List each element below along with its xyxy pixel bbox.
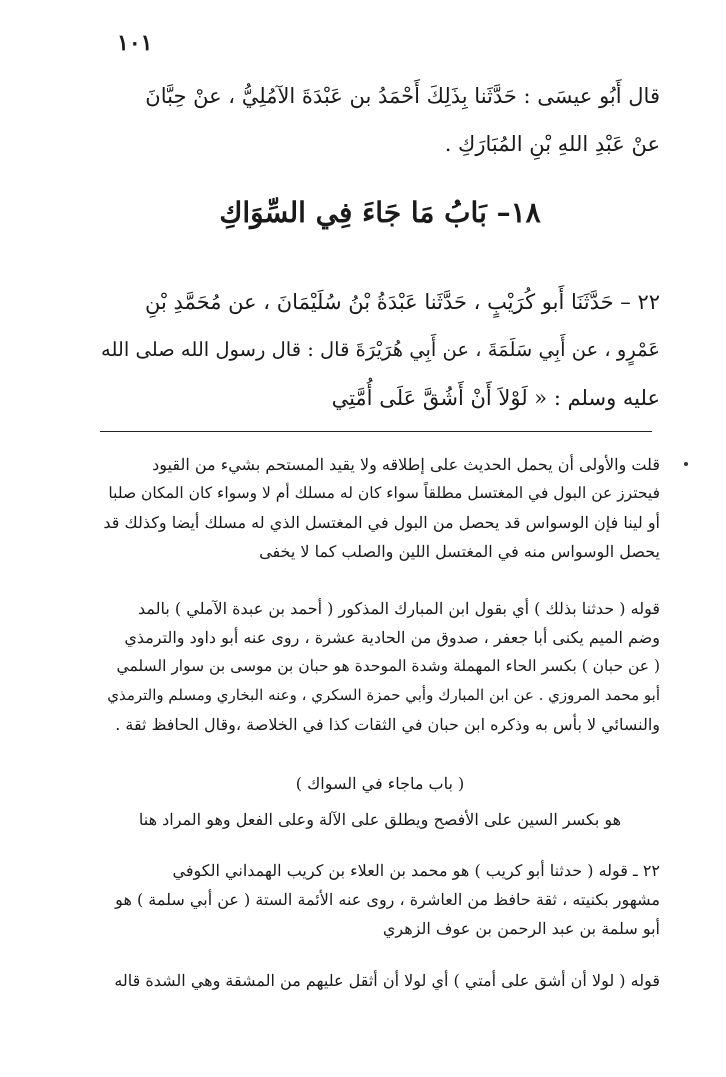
text-line: أبو محمد المروزي . عن ابن المبارك وأبي حمزة السكري ، وعنه البخاري ومسلم والترمذي [107, 686, 660, 704]
text-line: يحصل الوسواس منه في المغتسل اللين والصلب كما لا يخفى [259, 542, 660, 561]
commentary-paragraph [100, 856, 660, 943]
text-line: ( عن حبان ) بكسر الحاء المهملة وشدة الموحدة هو حبان بن موسى بن سوار السلمي [116, 657, 660, 675]
text-line: عَمْرٍو ، عن أَبِي سَلَمَةَ ، عن أَبِي هُرَيْرَةَ قال : قال رسول الله صلى الله [100, 338, 660, 361]
text-line: قوله ( لولا أن أشق على أمتي ) أي لولا أن أثقل عليهم من المشقة وهي الشدة قاله [114, 971, 660, 990]
hadith-22-text [100, 278, 660, 422]
text-line: عليه وسلم : « لَوْلاَ أَنْ أَشُقَّ عَلَى أُمَّتِي [331, 386, 660, 410]
margin-mark [684, 462, 688, 466]
section-title: ( باب ماجاء في السواك ) [295, 774, 465, 793]
hadith-chain-text [100, 72, 660, 168]
commentary-paragraph [100, 450, 660, 566]
text-line: ٢٢ – حَدَّثَنَا أَبو كُرَيْبٍ ، حَدَّثَنا عَبْدَةُ بْنُ سُلَيْمَانَ ، عن مُحَمَّدِ بْنِ [144, 290, 660, 314]
text-line: أبو سلمة بن عبد الرحمن بن عوف الزهري [382, 919, 660, 938]
page-number: ١٠١ [117, 30, 153, 56]
text-line: ٢٢ ـ قوله ( حدثنا أبو كريب ) هو محمد بن العلاء بن كريب الهمداني الكوفي [172, 861, 660, 880]
footnote-divider [100, 431, 652, 432]
text-line: مشهور بكنيته ، ثقة حافظ من العاشرة ، روى عنه الأئمة الستة ( عن أبي سلمة ) هو [115, 890, 660, 909]
text-line: وضم الميم يكنى أبا جعفر ، صدوق من الحادية عشرة ، روى عنه أبو داود والترمذي [124, 628, 660, 647]
text-line: قوله ( حدثنا بذلك ) أي بقول ابن المبارك المذكور ( أحمد بن عبدة الآملي ) بالمد [137, 599, 660, 618]
chapter-heading: ١٨– بَابُ مَا جَاءَ فِي السِّوَاكِ [219, 196, 541, 229]
section-description: هو بكسر السين على الأفصح ويطلق على الآلة وعلى الفعل وهو المراد هنا [138, 810, 622, 829]
text-line: قال أَبُو عيسَى : حَدَّثَنا بِذَلِكَ أَحْمَدُ بن عَبْدَةَ الآمُلِيُّ ، عنْ حِبَّانَ [145, 84, 660, 108]
text-line: فيحترز عن البول في المغتسل مطلقاً سواء كان له مسلك أم لا وسواء كان المكان صلبا [108, 484, 660, 502]
commentary-paragraph [100, 594, 660, 739]
commentary-paragraph [100, 966, 660, 995]
text-line: أو لينا فإن الوسواس قد يحصل من البول في المغتسل الذي له مسلك أيضا وكذلك قد [103, 513, 660, 532]
text-line: قلت والأولى أن يحمل الحديث على إطلاقه ولا يقيد المستحم بشيء من القيود [152, 455, 660, 474]
text-line: عنْ عَبْدِ اللهِ بْنِ المُبَارَكِ . [444, 132, 660, 156]
text-line: والنسائي لا بأس به وذكره ابن حبان في الثقات كذا في الخلاصة ،وقال الحافظ ثقة . [115, 715, 660, 734]
